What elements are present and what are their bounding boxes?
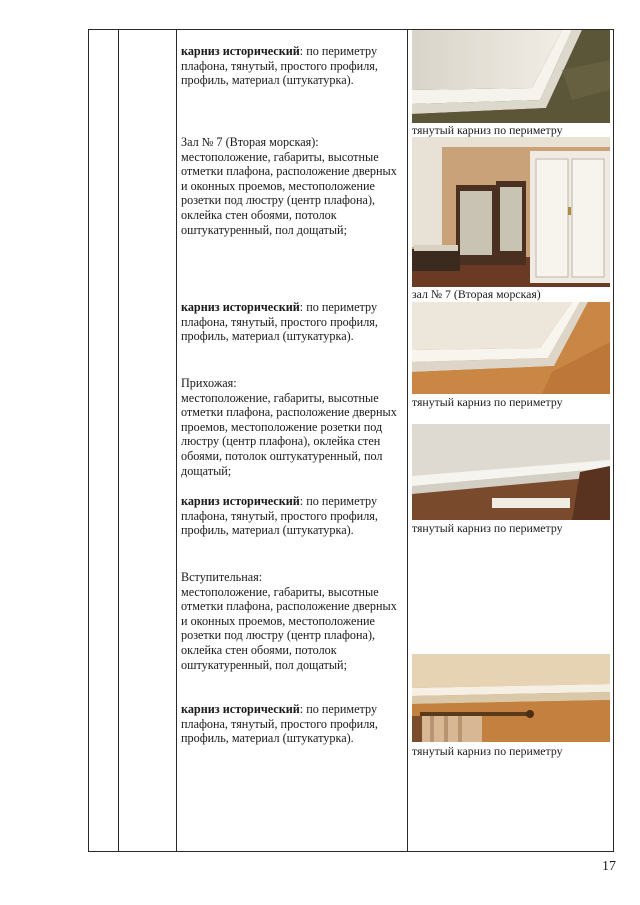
cornice-heading: карниз исторический xyxy=(181,300,300,314)
room-title: Прихожая: xyxy=(181,376,237,390)
room-description-entrance xyxy=(181,570,403,672)
room-description-hall-7 xyxy=(181,135,403,237)
cornice-description xyxy=(181,44,403,88)
cornice-description xyxy=(181,494,403,538)
cornice-photo xyxy=(412,30,610,123)
room-text: местоположение, габариты, высотные отметки плафона, расположение дверных проемов, местоположение розетки под люстру (центр плафона), оклейка стен обоями, потолок оштукатуренный, пол дощатый; xyxy=(181,390,397,478)
table-column-divider xyxy=(407,29,408,852)
room-title: Зал № 7 (Вторая морская): xyxy=(181,135,319,149)
cornice-heading: карниз исторический xyxy=(181,44,300,58)
photo-caption: тянутый карниз по периметру xyxy=(412,521,563,535)
photo-caption: зал № 7 (Вторая морская) xyxy=(412,287,541,301)
hall-photo xyxy=(412,137,610,287)
photo-caption: тянутый карниз по периметру xyxy=(412,123,563,137)
cornice-heading: карниз исторический xyxy=(181,702,300,716)
cornice-description xyxy=(181,300,403,344)
cornice-description xyxy=(181,702,403,746)
cornice-photo xyxy=(412,302,610,394)
table-column-divider xyxy=(176,29,177,852)
cornice-photo xyxy=(412,424,610,520)
room-title: Вступительная: xyxy=(181,570,263,584)
room-text: местоположение, габариты, высотные отметки плафона, расположение дверных и оконных проемов, местоположение розетки под люстру (центр плафона), оклейка стен обоями, потолок оштукатуренный, пол дощатый; xyxy=(181,149,397,237)
cornice-text: : по периметру плафона, тянутый, простого профиля, профиль, материал (штукатурка). xyxy=(181,494,378,538)
room-description-hallway xyxy=(181,376,403,478)
cornice-text: : по периметру плафона, тянутый, простого профиля, профиль, материал (штукатурка). xyxy=(181,300,378,344)
cornice-text: : по периметру плафона, тянутый, простого профиля, профиль, материал (штукатурка). xyxy=(181,702,378,746)
table-column-divider xyxy=(118,29,119,852)
photo-caption: тянутый карниз по периметру xyxy=(412,744,563,758)
cornice-text: : по периметру плафона, тянутый, простого профиля, профиль, материал (штукатурка). xyxy=(181,44,378,88)
page-number: 17 xyxy=(602,859,616,874)
room-text: местоположение, габариты, высотные отметки плафона, расположение дверных и оконных проемов, местоположение розетки под люстру (центр плафона), оклейка стен обоями, потолок оштукатуренный, пол дощатый; xyxy=(181,584,397,672)
photo-caption: тянутый карниз по периметру xyxy=(412,395,563,409)
cornice-heading: карниз исторический xyxy=(181,494,300,508)
cornice-photo xyxy=(412,654,610,742)
